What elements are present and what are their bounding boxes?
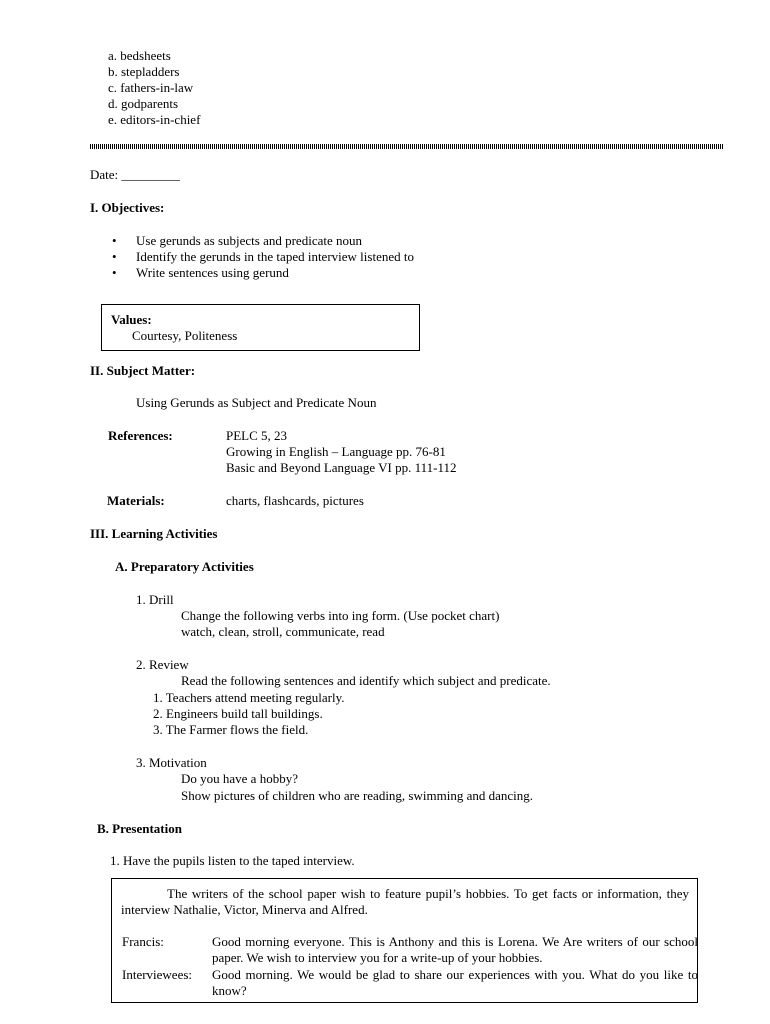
learning-activities-heading: III. Learning Activities bbox=[90, 526, 218, 541]
objectives-heading: I. Objectives: bbox=[90, 200, 165, 215]
interview-intro: The writers of the school paper wish to feature pupil’s hobbies. To get facts or information, they interview Nathalie, Victor, Minerva and Alfred. bbox=[121, 886, 689, 917]
list-item: • Identify the gerunds in the taped interview listened to bbox=[112, 249, 414, 264]
preparatory-heading: A. Preparatory Activities bbox=[115, 559, 254, 574]
dialogue-text: Good morning everyone. This is Anthony and this is Lorena. We Are writers of our school paper. We wish to interview you for a write-up of your hobbies. bbox=[212, 934, 698, 965]
drill-title: 1. Drill bbox=[136, 592, 174, 607]
list-item: a. bedsheets bbox=[108, 48, 171, 63]
reference-item: PELC 5, 23 bbox=[226, 428, 288, 443]
bullet-icon: • bbox=[112, 249, 117, 264]
drill-line: watch, clean, stroll, communicate, read bbox=[181, 624, 385, 639]
reference-item: Growing in English – Language pp. 76-81 bbox=[226, 444, 446, 459]
list-item: d. godparents bbox=[108, 96, 179, 111]
list-item: b. stepladders bbox=[108, 64, 180, 79]
section-divider bbox=[90, 144, 724, 149]
drill-line: Change the following verbs into ing form. (Use pocket chart) bbox=[181, 608, 500, 623]
list-item: c. fathers-in-law bbox=[108, 80, 194, 95]
values-label: Values: bbox=[111, 312, 152, 327]
dialogue-text: Good morning. We would be glad to share our experiences with you. What do you like to know? bbox=[212, 967, 698, 998]
list-item: • Use gerunds as subjects and predicate noun bbox=[112, 233, 362, 248]
interview-box bbox=[111, 878, 698, 1003]
presentation-step: 1. Have the pupils listen to the taped interview. bbox=[110, 853, 355, 868]
motivation-title: 3. Motivation bbox=[136, 755, 207, 770]
bullet-icon: • bbox=[112, 233, 117, 248]
motivation-line: Do you have a hobby? bbox=[181, 771, 298, 786]
review-item: 1. Teachers attend meeting regularly. bbox=[153, 690, 345, 705]
bullet-icon: • bbox=[112, 265, 117, 280]
list-item: e. editors-in-chief bbox=[108, 112, 201, 127]
review-item: 3. The Farmer flows the field. bbox=[153, 722, 309, 737]
review-title: 2. Review bbox=[136, 657, 189, 672]
values-box bbox=[101, 304, 420, 351]
speaker-label: Interviewees: bbox=[122, 967, 193, 982]
motivation-line: Show pictures of children who are reading, swimming and dancing. bbox=[181, 788, 533, 803]
list-item: • Write sentences using gerund bbox=[112, 265, 289, 280]
date-line: Date: _________ bbox=[90, 167, 180, 182]
speaker-label: Francis: bbox=[122, 934, 164, 949]
review-instruction: Read the following sentences and identify which subject and predicate. bbox=[181, 673, 551, 688]
materials-text: charts, flashcards, pictures bbox=[226, 493, 364, 508]
values-text: Courtesy, Politeness bbox=[132, 328, 238, 343]
reference-item: Basic and Beyond Language VI pp. 111-112 bbox=[226, 460, 457, 475]
review-item: 2. Engineers build tall buildings. bbox=[153, 706, 323, 721]
presentation-heading: B. Presentation bbox=[97, 821, 182, 836]
subject-matter-heading: II. Subject Matter: bbox=[90, 363, 196, 378]
materials-label: Materials: bbox=[107, 493, 165, 508]
subject-topic: Using Gerunds as Subject and Predicate Noun bbox=[136, 395, 377, 410]
references-label: References: bbox=[108, 428, 173, 443]
